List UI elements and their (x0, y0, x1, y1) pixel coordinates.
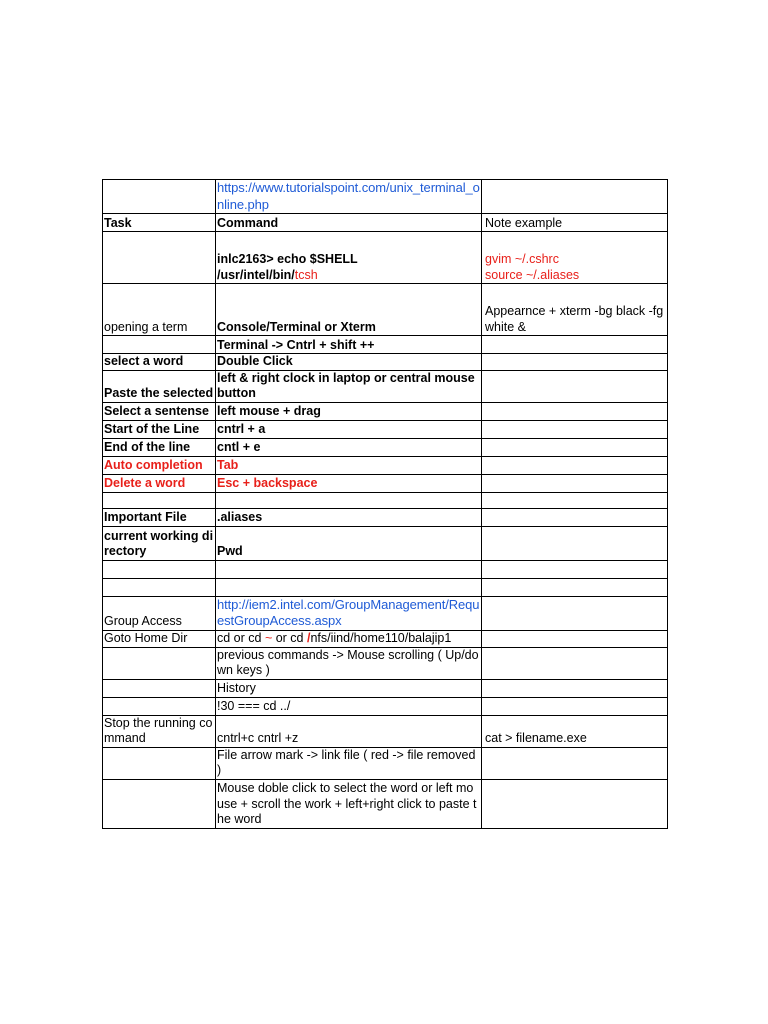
cell-text: current working directory (104, 528, 214, 558)
cell-text-part: cd or cd (217, 631, 265, 645)
cell-text: Terminal -> Cntrl + shift ++ (217, 337, 375, 352)
command-cell (216, 232, 482, 284)
note-cell (482, 402, 668, 420)
note-cell (482, 560, 668, 578)
cell-text: Select a sentense (104, 404, 209, 418)
command-cell (216, 578, 482, 596)
task-cell (103, 492, 216, 508)
task-cell (103, 354, 216, 371)
cell-text: .aliases (217, 510, 263, 524)
cell-text: left & right clock in laptop or central mouse button (217, 370, 475, 400)
table-row (103, 370, 668, 402)
note-cell (482, 456, 668, 474)
table-row (103, 747, 668, 779)
cell-text: History (217, 681, 256, 695)
table-row (103, 596, 668, 630)
cell-text: opening a term (104, 319, 188, 334)
note-cell (482, 578, 668, 596)
task-cell (103, 779, 216, 828)
command-cell (216, 438, 482, 456)
command-cell (216, 779, 482, 828)
task-cell (103, 679, 216, 697)
cell-text: left mouse + drag (217, 404, 321, 418)
cell-text: Group Access (104, 614, 182, 628)
table-row (103, 492, 668, 508)
command-cell (216, 697, 482, 715)
note-cell (482, 474, 668, 492)
command-cell (216, 420, 482, 438)
note-cell (482, 630, 668, 647)
table-row (103, 420, 668, 438)
table-row (103, 560, 668, 578)
cell-text: Important File (104, 510, 187, 524)
task-cell (103, 456, 216, 474)
command-cell (216, 596, 482, 630)
command-cell (216, 354, 482, 371)
cell-text-part: nfs/iind/home110/balajip1 (310, 631, 452, 645)
cell-text-part: gvim ~/.cshrc (485, 252, 559, 266)
command-cell (216, 370, 482, 402)
cell-text-part: tcsh (294, 267, 318, 282)
command-cell (216, 214, 482, 232)
note-cell (482, 715, 668, 747)
command-cell (216, 474, 482, 492)
table-row (103, 474, 668, 492)
cell-text: Mouse doble click to select the word or left mouse + scroll the work + left+right click to paste the word (217, 781, 477, 826)
task-cell (103, 526, 216, 560)
note-cell (482, 492, 668, 508)
task-cell (103, 232, 216, 284)
cell-text-part: /usr/intel/bin/ (217, 267, 295, 282)
cell-text: Start of the Line (104, 422, 200, 436)
note-cell (482, 336, 668, 354)
task-cell (103, 578, 216, 596)
command-cell (216, 679, 482, 697)
table-row (103, 679, 668, 697)
command-cell (216, 456, 482, 474)
cell-text: cntrl + a (217, 422, 266, 436)
url-link[interactable]: http://iem2.intel.com/GroupManagement/RequestGroupAccess.aspx (217, 596, 480, 628)
command-cell (216, 492, 482, 508)
note-cell (482, 214, 668, 232)
table-row (103, 284, 668, 336)
note-cell (482, 779, 668, 828)
task-cell (103, 370, 216, 402)
task-cell (103, 560, 216, 578)
task-cell (103, 438, 216, 456)
task-cell (103, 647, 216, 679)
cell-text: Pwd (217, 544, 243, 558)
task-cell (103, 336, 216, 354)
command-cell (216, 630, 482, 647)
note-cell (482, 232, 668, 284)
cell-text: Appearnce + xterm -bg black -fg white & (485, 304, 664, 334)
url-link[interactable]: https://www.tutorialspoint.com/unix_terminal_online.php (217, 180, 480, 212)
note-cell (482, 508, 668, 526)
task-cell (103, 180, 216, 214)
command-cell (216, 715, 482, 747)
command-cell (216, 508, 482, 526)
cell-text: Tab (217, 458, 239, 472)
cell-text: Double Click (217, 354, 293, 368)
cell-text: Delete a word (104, 476, 186, 490)
table-row (103, 214, 668, 232)
command-notes-table (102, 179, 668, 829)
table-row (103, 354, 668, 371)
cell-text-part: / (307, 631, 311, 645)
command-cell (216, 560, 482, 578)
table-row (103, 526, 668, 560)
command-cell (216, 526, 482, 560)
task-cell (103, 214, 216, 232)
table-row (103, 336, 668, 354)
task-cell (103, 596, 216, 630)
cell-text: Paste the selected (104, 386, 214, 400)
task-cell (103, 630, 216, 647)
note-cell (482, 596, 668, 630)
cell-text: previous commands -> Mouse scrolling ( Up/down keys ) (217, 647, 479, 677)
task-cell (103, 420, 216, 438)
cell-text: Auto completion (104, 458, 203, 472)
table-row (103, 715, 668, 747)
table-row (103, 508, 668, 526)
cell-text: File arrow mark -> link file ( red -> file removed ) (217, 747, 476, 777)
cell-text: cat > filename.exe (485, 731, 587, 745)
table-row (103, 402, 668, 420)
cell-text-part: or cd (272, 631, 307, 645)
table-row (103, 180, 668, 214)
command-cell (216, 336, 482, 354)
table-row (103, 630, 668, 647)
note-cell (482, 679, 668, 697)
note-cell (482, 420, 668, 438)
task-cell (103, 508, 216, 526)
cell-text: cntrl+c cntrl +z (217, 731, 299, 745)
cell-text: End of the line (104, 440, 191, 454)
cell-text: Task (104, 215, 132, 230)
cell-text: Note example (485, 215, 563, 230)
command-cell (216, 402, 482, 420)
command-cell (216, 647, 482, 679)
task-cell (103, 715, 216, 747)
note-cell (482, 370, 668, 402)
cell-text: select a word (104, 354, 184, 368)
cell-text: Console/Terminal or Xterm (217, 319, 376, 334)
table-row (103, 438, 668, 456)
table-row (103, 456, 668, 474)
note-cell (482, 180, 668, 214)
table-row (103, 647, 668, 679)
cell-text: Esc + backspace (217, 476, 318, 490)
table-body (103, 180, 668, 829)
task-cell (103, 402, 216, 420)
table-row (103, 779, 668, 828)
note-cell (482, 697, 668, 715)
note-cell (482, 647, 668, 679)
task-cell (103, 697, 216, 715)
note-cell (482, 747, 668, 779)
cell-text-part: inlc2163> echo $SHELL (217, 252, 358, 266)
note-cell (482, 438, 668, 456)
cell-text: Command (217, 215, 279, 230)
command-cell (216, 284, 482, 336)
table-row (103, 578, 668, 596)
command-cell (216, 747, 482, 779)
cell-text-part: ~ (264, 631, 273, 645)
cell-text: Goto Home Dir (104, 631, 188, 645)
cell-text: Stop the running command (104, 715, 213, 745)
note-cell (482, 354, 668, 371)
cell-text: cntl + e (217, 440, 261, 454)
table-row (103, 232, 668, 284)
task-cell (103, 474, 216, 492)
table-row (103, 697, 668, 715)
command-cell (216, 180, 482, 214)
cell-text-part: source ~/.aliases (485, 267, 580, 282)
task-cell (103, 747, 216, 779)
note-cell (482, 284, 668, 336)
cell-text: !30 === cd ../ (217, 699, 291, 713)
note-cell (482, 526, 668, 560)
task-cell (103, 284, 216, 336)
